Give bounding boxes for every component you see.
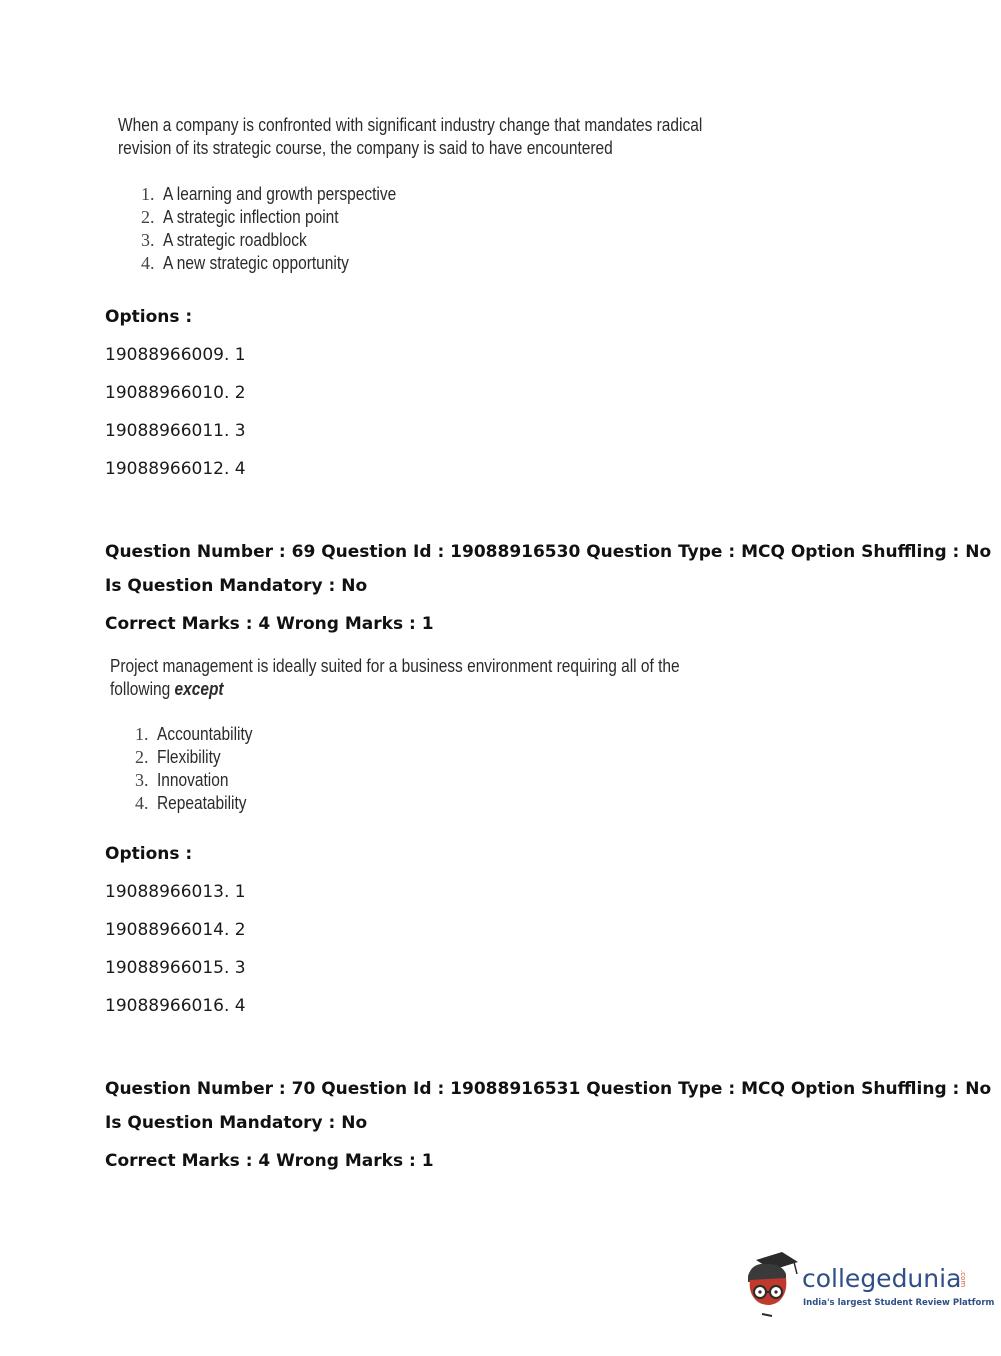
logo-domain: .com	[959, 1270, 967, 1288]
choice-item	[135, 723, 268, 746]
options-label: Options :	[105, 844, 193, 864]
question-stem-line	[110, 678, 680, 701]
question-69-stem	[110, 655, 680, 701]
question-68-choices	[141, 183, 434, 275]
choice-number: 3.	[141, 230, 155, 250]
stem-text: following	[110, 679, 175, 699]
collegedunia-logo	[742, 1250, 995, 1320]
choice-item	[135, 792, 268, 815]
choice-text: Innovation	[157, 770, 229, 790]
question-68-stem	[118, 114, 702, 160]
question-69-header: Question Number : 69 Question Id : 19088916530 Question Type : MCQ Option Shuffling : No	[105, 542, 992, 562]
option-id: 19088966012. 4	[105, 459, 246, 479]
choice-text: A strategic inflection point	[163, 207, 339, 227]
choice-number: 2.	[141, 207, 155, 227]
question-69-mandatory: Is Question Mandatory : No	[105, 576, 368, 596]
choice-number: 4.	[141, 253, 155, 273]
choice-number: 1.	[141, 184, 155, 204]
choice-text: A learning and growth perspective	[163, 184, 397, 204]
choice-item	[135, 746, 268, 769]
option-id: 19088966013. 1	[105, 882, 246, 902]
question-70-mandatory: Is Question Mandatory : No	[105, 1113, 368, 1133]
stem-emphasis: except	[174, 679, 224, 699]
choice-item	[141, 183, 434, 206]
question-69-marks: Correct Marks : 4 Wrong Marks : 1	[105, 614, 434, 634]
question-70-marks: Correct Marks : 4 Wrong Marks : 1	[105, 1151, 434, 1171]
choice-text: Flexibility	[157, 747, 221, 767]
option-id: 19088966009. 1	[105, 345, 246, 365]
option-id: 19088966016. 4	[105, 996, 246, 1016]
choice-item	[141, 229, 434, 252]
choice-number: 1.	[135, 724, 149, 744]
question-stem-line: Project management is ideally suited for a business environment requiring all of the	[110, 656, 680, 676]
choice-text: A new strategic opportunity	[163, 253, 349, 273]
choice-number: 2.	[135, 747, 149, 767]
choice-item	[141, 206, 434, 229]
question-70-header: Question Number : 70 Question Id : 19088916531 Question Type : MCQ Option Shuffling : No	[105, 1079, 992, 1099]
choice-number: 3.	[135, 770, 149, 790]
choice-text: Repeatability	[157, 793, 247, 813]
logo-wordmark: collegedunia	[802, 1264, 962, 1293]
question-69-choices	[135, 723, 268, 815]
options-label: Options :	[105, 307, 193, 327]
question-stem-line: revision of its strategic course, the company is said to have encountered	[118, 138, 613, 158]
option-id: 19088966010. 2	[105, 383, 246, 403]
choice-text: Accountability	[157, 724, 253, 744]
question-stem-line: When a company is confronted with significant industry change that mandates radical	[118, 115, 703, 135]
option-id: 19088966014. 2	[105, 920, 246, 940]
option-id: 19088966015. 3	[105, 958, 246, 978]
option-id: 19088966011. 3	[105, 421, 246, 441]
choice-item	[141, 252, 434, 275]
choice-number: 4.	[135, 793, 149, 813]
choice-item	[135, 769, 268, 792]
choice-text: A strategic roadblock	[163, 230, 307, 250]
logo-tagline: India's largest Student Review Platform	[803, 1298, 995, 1308]
student-mascot-icon	[742, 1250, 802, 1320]
